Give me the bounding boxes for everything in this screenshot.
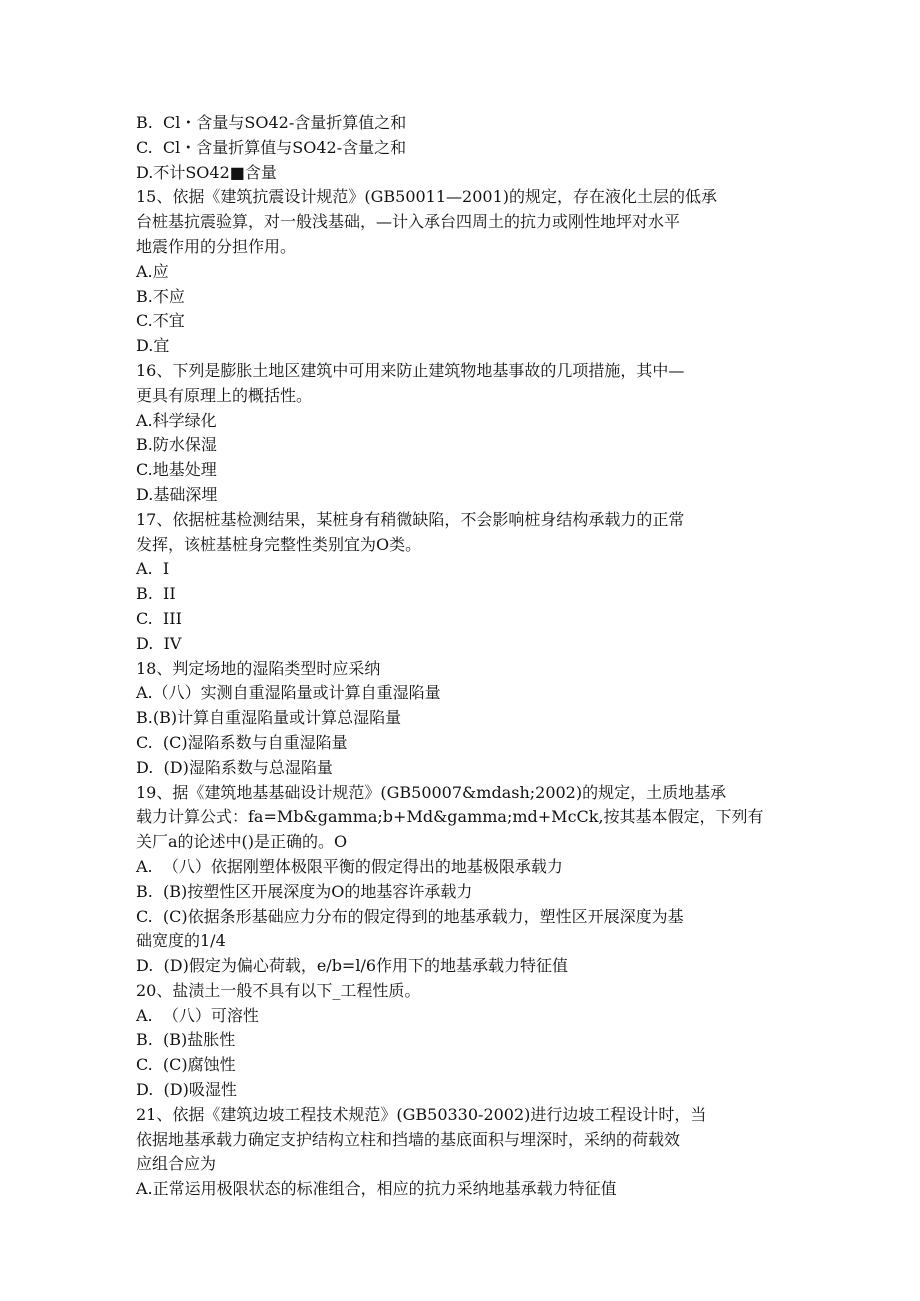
- question-line: 关厂a的论述中()是正确的。O: [136, 832, 348, 852]
- option-line: B.防水保湿: [136, 435, 217, 455]
- question-line: 发挥，该桩基桩身完整性类别宜为O类。: [136, 534, 422, 554]
- option-line: C. III: [136, 608, 182, 628]
- question-line: 应组合应为: [136, 1154, 217, 1174]
- question-19: 19、据《建筑地基基础设计规范》(GB50007&mdash;2002)的规定，土质地基承: [136, 782, 727, 802]
- option-line: D. (D)假定为偏心荷载，e/b=l/6作用下的地基承载力特征值: [136, 956, 569, 976]
- question-21: 21、依据《建筑边坡工程技术规范》(GB50330-2002)进行边坡工程设计时，当: [136, 1104, 707, 1124]
- option-line: B.(B)计算自重湿陷量或计算总湿陷量: [136, 708, 402, 728]
- option-line: A.（八）实测自重湿陷量或计算自重湿陷量: [136, 683, 441, 703]
- question-17: 17、依据桩基检测结果，某桩身有稍微缺陷，不会影响桩身结构承载力的正常: [136, 509, 685, 529]
- question-line: 台桩基抗震验算，对一般浅基础，—计入承台四周土的抗力或刚性地坪对水平: [136, 212, 681, 232]
- option-line: D.宜: [136, 336, 170, 356]
- option-line: C. (C)依据条形基础应力分布的假定得到的地基承载力，塑性区开展深度为基: [136, 906, 684, 926]
- option-line: B. (B)盐胀性: [136, 1030, 236, 1050]
- option-line: D.不计SO42■含量: [136, 162, 277, 182]
- question-16: 16、下列是膨胀土地区建筑中可用来防止建筑物地基事故的几项措施，其中—: [136, 360, 685, 380]
- option-line: A. （八）依据刚塑体极限平衡的假定得出的地基极限承载力: [136, 856, 563, 876]
- option-line: B. Cl・含量与SO42-含量折算值之和: [136, 113, 407, 132]
- option-line: B. (B)按塑性区开展深度为O的地基容许承载力: [136, 881, 473, 901]
- question-18: 18、判定场地的湿陷类型时应采纳: [136, 658, 381, 678]
- option-line: A. （八）可溶性: [136, 1005, 259, 1025]
- option-line: C. (C)腐蚀性: [136, 1055, 236, 1075]
- option-line: 础宽度的1/4: [136, 931, 226, 951]
- question-line: 更具有原理上的概括性。: [136, 385, 313, 405]
- option-line: A. I: [136, 559, 170, 579]
- option-line: D. (D)吸湿性: [136, 1080, 237, 1100]
- question-line: 载力计算公式：fa=Mb&gamma;b+Md&gamma;md+McCk,按其基本假定，下列有: [136, 807, 764, 827]
- option-line: D. IV: [136, 633, 182, 653]
- question-20: 20、盐渍土一般不具有以下_工程性质。: [136, 980, 421, 1000]
- option-line: B.不应: [136, 286, 185, 306]
- option-line: C. (C)湿陷系数与自重湿陷量: [136, 732, 348, 752]
- question-15: 15、依据《建筑抗震设计规范》(GB50011—2001)的规定，存在液化土层的低承: [136, 187, 718, 207]
- option-line: C. Cl・含量折算值与SO42-含量之和: [136, 137, 407, 157]
- option-line: A.正常运用极限状态的标准组合，相应的抗力采纳地基承载力特征值: [136, 1179, 617, 1199]
- question-line: 依据地基承载力确定支护结构立柱和挡墙的基底面积与埋深时，采纳的荷载效: [136, 1129, 681, 1149]
- option-line: C.地基处理: [136, 460, 217, 480]
- option-line: D.基础深埋: [136, 484, 218, 504]
- option-line: A.科学绿化: [136, 410, 217, 430]
- document-body: [136, 111, 776, 1202]
- question-line: 地震作用的分担作用。: [136, 236, 297, 256]
- option-line: D. (D)湿陷系数与总湿陷量: [136, 757, 333, 777]
- option-line: B. II: [136, 584, 176, 604]
- option-line: C.不宜: [136, 311, 185, 331]
- option-line: A.应: [136, 261, 169, 281]
